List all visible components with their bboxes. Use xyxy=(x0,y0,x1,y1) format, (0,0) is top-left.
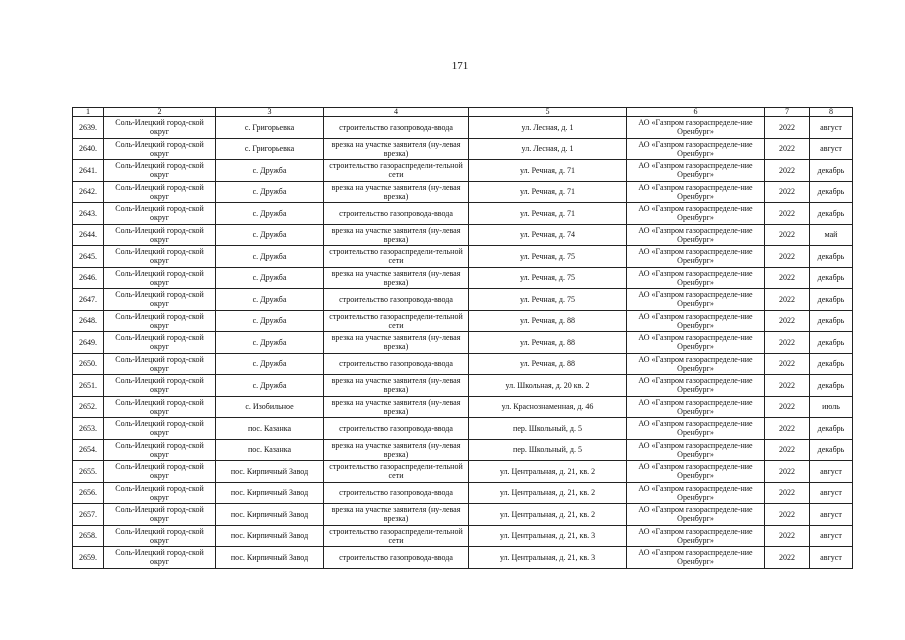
organization-cell: АО «Газпром газораспределе-ние Оренбург» xyxy=(627,418,765,440)
work-type-cell: врезка на участке заявителя (ну-левая врезка) xyxy=(324,439,469,461)
address-cell: ул. Речная, д. 75 xyxy=(469,267,627,289)
month-cell: декабрь xyxy=(810,353,853,375)
month-cell: август xyxy=(810,504,853,526)
row-number: 2640. xyxy=(73,138,104,160)
settlement-cell: пос. Казанка xyxy=(216,418,324,440)
district-cell: Соль-Илецкий город-ской округ xyxy=(104,160,216,182)
organization-cell: АО «Газпром газораспределе-ние Оренбург» xyxy=(627,504,765,526)
year-cell: 2022 xyxy=(765,482,810,504)
settlement-cell: с. Григорьевка xyxy=(216,117,324,139)
row-number: 2650. xyxy=(73,353,104,375)
row-number: 2651. xyxy=(73,375,104,397)
table-row xyxy=(73,160,853,182)
district-cell: Соль-Илецкий город-ской округ xyxy=(104,396,216,418)
district-cell: Соль-Илецкий город-ской округ xyxy=(104,310,216,332)
settlement-cell: с. Дружба xyxy=(216,181,324,203)
organization-cell: АО «Газпром газораспределе-ние Оренбург» xyxy=(627,117,765,139)
address-cell: ул. Речная, д. 71 xyxy=(469,181,627,203)
year-cell: 2022 xyxy=(765,310,810,332)
district-cell: Соль-Илецкий город-ской округ xyxy=(104,138,216,160)
settlement-cell: с. Дружба xyxy=(216,246,324,268)
month-cell: июль xyxy=(810,396,853,418)
settlement-cell: пос. Кирпичный Завод xyxy=(216,461,324,483)
district-cell: Соль-Илецкий город-ской округ xyxy=(104,525,216,547)
settlement-cell: пос. Кирпичный Завод xyxy=(216,547,324,569)
column-header: 3 xyxy=(216,108,324,117)
year-cell: 2022 xyxy=(765,461,810,483)
settlement-cell: пос. Кирпичный Завод xyxy=(216,482,324,504)
organization-cell: АО «Газпром газораспределе-ние Оренбург» xyxy=(627,203,765,225)
organization-cell: АО «Газпром газораспределе-ние Оренбург» xyxy=(627,332,765,354)
address-cell: ул. Центральная, д. 21, кв. 2 xyxy=(469,461,627,483)
row-number: 2642. xyxy=(73,181,104,203)
settlement-cell: с. Дружба xyxy=(216,375,324,397)
table-body xyxy=(73,117,853,569)
work-type-cell: строительство газопровода-ввода xyxy=(324,353,469,375)
work-type-cell: строительство газопровода-ввода xyxy=(324,203,469,225)
row-number: 2655. xyxy=(73,461,104,483)
address-cell: ул. Центральная, д. 21, кв. 2 xyxy=(469,482,627,504)
address-cell: ул. Лесная, д. 1 xyxy=(469,117,627,139)
work-type-cell: строительство газораспредели-тельной сети xyxy=(324,461,469,483)
month-cell: декабрь xyxy=(810,310,853,332)
table-row xyxy=(73,310,853,332)
month-cell: декабрь xyxy=(810,267,853,289)
gasification-table xyxy=(72,107,853,569)
row-number: 2658. xyxy=(73,525,104,547)
row-number: 2646. xyxy=(73,267,104,289)
address-cell: ул. Речная, д. 74 xyxy=(469,224,627,246)
organization-cell: АО «Газпром газораспределе-ние Оренбург» xyxy=(627,267,765,289)
row-number: 2644. xyxy=(73,224,104,246)
row-number: 2652. xyxy=(73,396,104,418)
district-cell: Соль-Илецкий город-ской округ xyxy=(104,418,216,440)
month-cell: декабрь xyxy=(810,439,853,461)
work-type-cell: врезка на участке заявителя (ну-левая врезка) xyxy=(324,181,469,203)
organization-cell: АО «Газпром газораспределе-ние Оренбург» xyxy=(627,246,765,268)
row-number: 2654. xyxy=(73,439,104,461)
work-type-cell: врезка на участке заявителя (ну-левая врезка) xyxy=(324,267,469,289)
month-cell: декабрь xyxy=(810,289,853,311)
organization-cell: АО «Газпром газораспределе-ние Оренбург» xyxy=(627,181,765,203)
table-row xyxy=(73,375,853,397)
month-cell: декабрь xyxy=(810,375,853,397)
column-header: 8 xyxy=(810,108,853,117)
column-header: 4 xyxy=(324,108,469,117)
organization-cell: АО «Газпром газораспределе-ние Оренбург» xyxy=(627,138,765,160)
address-cell: ул. Центральная, д. 21, кв. 3 xyxy=(469,547,627,569)
address-cell: ул. Краснознаменная, д. 46 xyxy=(469,396,627,418)
address-cell: ул. Речная, д. 88 xyxy=(469,353,627,375)
district-cell: Соль-Илецкий город-ской округ xyxy=(104,224,216,246)
row-number: 2643. xyxy=(73,203,104,225)
work-type-cell: строительство газораспредели-тельной сети xyxy=(324,525,469,547)
table-row xyxy=(73,289,853,311)
row-number: 2648. xyxy=(73,310,104,332)
address-cell: пер. Школьный, д. 5 xyxy=(469,418,627,440)
year-cell: 2022 xyxy=(765,289,810,311)
district-cell: Соль-Илецкий город-ской округ xyxy=(104,547,216,569)
month-cell: август xyxy=(810,117,853,139)
month-cell: август xyxy=(810,461,853,483)
settlement-cell: с. Дружба xyxy=(216,332,324,354)
district-cell: Соль-Илецкий город-ской округ xyxy=(104,246,216,268)
column-header: 1 xyxy=(73,108,104,117)
table-row xyxy=(73,332,853,354)
table-row xyxy=(73,267,853,289)
table-row xyxy=(73,117,853,139)
settlement-cell: с. Дружба xyxy=(216,353,324,375)
year-cell: 2022 xyxy=(765,525,810,547)
table-row xyxy=(73,396,853,418)
work-type-cell: врезка на участке заявителя (ну-левая врезка) xyxy=(324,375,469,397)
row-number: 2659. xyxy=(73,547,104,569)
year-cell: 2022 xyxy=(765,396,810,418)
district-cell: Соль-Илецкий город-ской округ xyxy=(104,504,216,526)
district-cell: Соль-Илецкий город-ской округ xyxy=(104,353,216,375)
work-type-cell: врезка на участке заявителя (ну-левая врезка) xyxy=(324,138,469,160)
organization-cell: АО «Газпром газораспределе-ние Оренбург» xyxy=(627,289,765,311)
year-cell: 2022 xyxy=(765,353,810,375)
district-cell: Соль-Илецкий город-ской округ xyxy=(104,117,216,139)
header-row xyxy=(73,108,853,117)
table-row xyxy=(73,482,853,504)
settlement-cell: пос. Казанка xyxy=(216,439,324,461)
table-row xyxy=(73,439,853,461)
district-cell: Соль-Илецкий город-ской округ xyxy=(104,203,216,225)
address-cell: ул. Речная, д. 71 xyxy=(469,203,627,225)
row-number: 2647. xyxy=(73,289,104,311)
district-cell: Соль-Илецкий город-ской округ xyxy=(104,181,216,203)
address-cell: ул. Речная, д. 88 xyxy=(469,332,627,354)
table-row xyxy=(73,525,853,547)
row-number: 2657. xyxy=(73,504,104,526)
year-cell: 2022 xyxy=(765,439,810,461)
organization-cell: АО «Газпром газораспределе-ние Оренбург» xyxy=(627,160,765,182)
address-cell: ул. Речная, д. 71 xyxy=(469,160,627,182)
settlement-cell: с. Дружба xyxy=(216,289,324,311)
month-cell: август xyxy=(810,138,853,160)
page-number: 171 xyxy=(451,60,469,72)
district-cell: Соль-Илецкий город-ской округ xyxy=(104,289,216,311)
district-cell: Соль-Илецкий город-ской округ xyxy=(104,439,216,461)
organization-cell: АО «Газпром газораспределе-ние Оренбург» xyxy=(627,482,765,504)
month-cell: май xyxy=(810,224,853,246)
work-type-cell: врезка на участке заявителя (ну-левая врезка) xyxy=(324,396,469,418)
district-cell: Соль-Илецкий город-ской округ xyxy=(104,267,216,289)
organization-cell: АО «Газпром газораспределе-ние Оренбург» xyxy=(627,525,765,547)
district-cell: Соль-Илецкий город-ской округ xyxy=(104,482,216,504)
table-row xyxy=(73,461,853,483)
year-cell: 2022 xyxy=(765,504,810,526)
column-header: 7 xyxy=(765,108,810,117)
column-header: 6 xyxy=(627,108,765,117)
column-header: 5 xyxy=(469,108,627,117)
district-cell: Соль-Илецкий город-ской округ xyxy=(104,375,216,397)
settlement-cell: с. Григорьевка xyxy=(216,138,324,160)
work-type-cell: строительство газораспредели-тельной сети xyxy=(324,246,469,268)
table-row xyxy=(73,203,853,225)
table-row xyxy=(73,138,853,160)
row-number: 2656. xyxy=(73,482,104,504)
year-cell: 2022 xyxy=(765,203,810,225)
month-cell: август xyxy=(810,525,853,547)
row-number: 2653. xyxy=(73,418,104,440)
month-cell: август xyxy=(810,547,853,569)
settlement-cell: с. Дружба xyxy=(216,224,324,246)
row-number: 2645. xyxy=(73,246,104,268)
year-cell: 2022 xyxy=(765,181,810,203)
year-cell: 2022 xyxy=(765,547,810,569)
address-cell: ул. Центральная, д. 21, кв. 3 xyxy=(469,525,627,547)
year-cell: 2022 xyxy=(765,375,810,397)
year-cell: 2022 xyxy=(765,418,810,440)
table-row xyxy=(73,504,853,526)
work-type-cell: строительство газопровода-ввода xyxy=(324,117,469,139)
month-cell: август xyxy=(810,482,853,504)
address-cell: ул. Речная, д. 88 xyxy=(469,310,627,332)
row-number: 2649. xyxy=(73,332,104,354)
settlement-cell: с. Изобильное xyxy=(216,396,324,418)
table-row xyxy=(73,246,853,268)
district-cell: Соль-Илецкий город-ской округ xyxy=(104,461,216,483)
address-cell: ул. Школьная, д. 20 кв. 2 xyxy=(469,375,627,397)
month-cell: декабрь xyxy=(810,160,853,182)
table-row xyxy=(73,418,853,440)
work-type-cell: строительство газопровода-ввода xyxy=(324,289,469,311)
address-cell: ул. Лесная, д. 1 xyxy=(469,138,627,160)
address-cell: ул. Речная, д. 75 xyxy=(469,246,627,268)
month-cell: декабрь xyxy=(810,418,853,440)
work-type-cell: строительство газораспредели-тельной сети xyxy=(324,160,469,182)
organization-cell: АО «Газпром газораспределе-ние Оренбург» xyxy=(627,461,765,483)
month-cell: декабрь xyxy=(810,332,853,354)
organization-cell: АО «Газпром газораспределе-ние Оренбург» xyxy=(627,310,765,332)
year-cell: 2022 xyxy=(765,117,810,139)
month-cell: декабрь xyxy=(810,181,853,203)
year-cell: 2022 xyxy=(765,138,810,160)
organization-cell: АО «Газпром газораспределе-ние Оренбург» xyxy=(627,353,765,375)
work-type-cell: врезка на участке заявителя (ну-левая врезка) xyxy=(324,224,469,246)
year-cell: 2022 xyxy=(765,160,810,182)
settlement-cell: пос. Кирпичный Завод xyxy=(216,504,324,526)
district-cell: Соль-Илецкий город-ской округ xyxy=(104,332,216,354)
year-cell: 2022 xyxy=(765,246,810,268)
row-number: 2641. xyxy=(73,160,104,182)
table-row xyxy=(73,547,853,569)
organization-cell: АО «Газпром газораспределе-ние Оренбург» xyxy=(627,396,765,418)
row-number: 2639. xyxy=(73,117,104,139)
work-type-cell: строительство газопровода-ввода xyxy=(324,547,469,569)
work-type-cell: врезка на участке заявителя (ну-левая врезка) xyxy=(324,504,469,526)
address-cell: пер. Школьный, д. 5 xyxy=(469,439,627,461)
table-row xyxy=(73,353,853,375)
organization-cell: АО «Газпром газораспределе-ние Оренбург» xyxy=(627,375,765,397)
year-cell: 2022 xyxy=(765,224,810,246)
settlement-cell: с. Дружба xyxy=(216,310,324,332)
settlement-cell: с. Дружба xyxy=(216,203,324,225)
settlement-cell: с. Дружба xyxy=(216,160,324,182)
work-type-cell: врезка на участке заявителя (ну-левая врезка) xyxy=(324,332,469,354)
table-row xyxy=(73,181,853,203)
month-cell: декабрь xyxy=(810,246,853,268)
address-cell: ул. Речная, д. 75 xyxy=(469,289,627,311)
address-cell: ул. Центральная, д. 21, кв. 2 xyxy=(469,504,627,526)
organization-cell: АО «Газпром газораспределе-ние Оренбург» xyxy=(627,547,765,569)
work-type-cell: строительство газопровода-ввода xyxy=(324,418,469,440)
work-type-cell: строительство газопровода-ввода xyxy=(324,482,469,504)
settlement-cell: с. Дружба xyxy=(216,267,324,289)
month-cell: декабрь xyxy=(810,203,853,225)
organization-cell: АО «Газпром газораспределе-ние Оренбург» xyxy=(627,439,765,461)
table-row xyxy=(73,224,853,246)
year-cell: 2022 xyxy=(765,332,810,354)
work-type-cell: строительство газораспредели-тельной сети xyxy=(324,310,469,332)
organization-cell: АО «Газпром газораспределе-ние Оренбург» xyxy=(627,224,765,246)
column-header: 2 xyxy=(104,108,216,117)
year-cell: 2022 xyxy=(765,267,810,289)
settlement-cell: пос. Кирпичный Завод xyxy=(216,525,324,547)
